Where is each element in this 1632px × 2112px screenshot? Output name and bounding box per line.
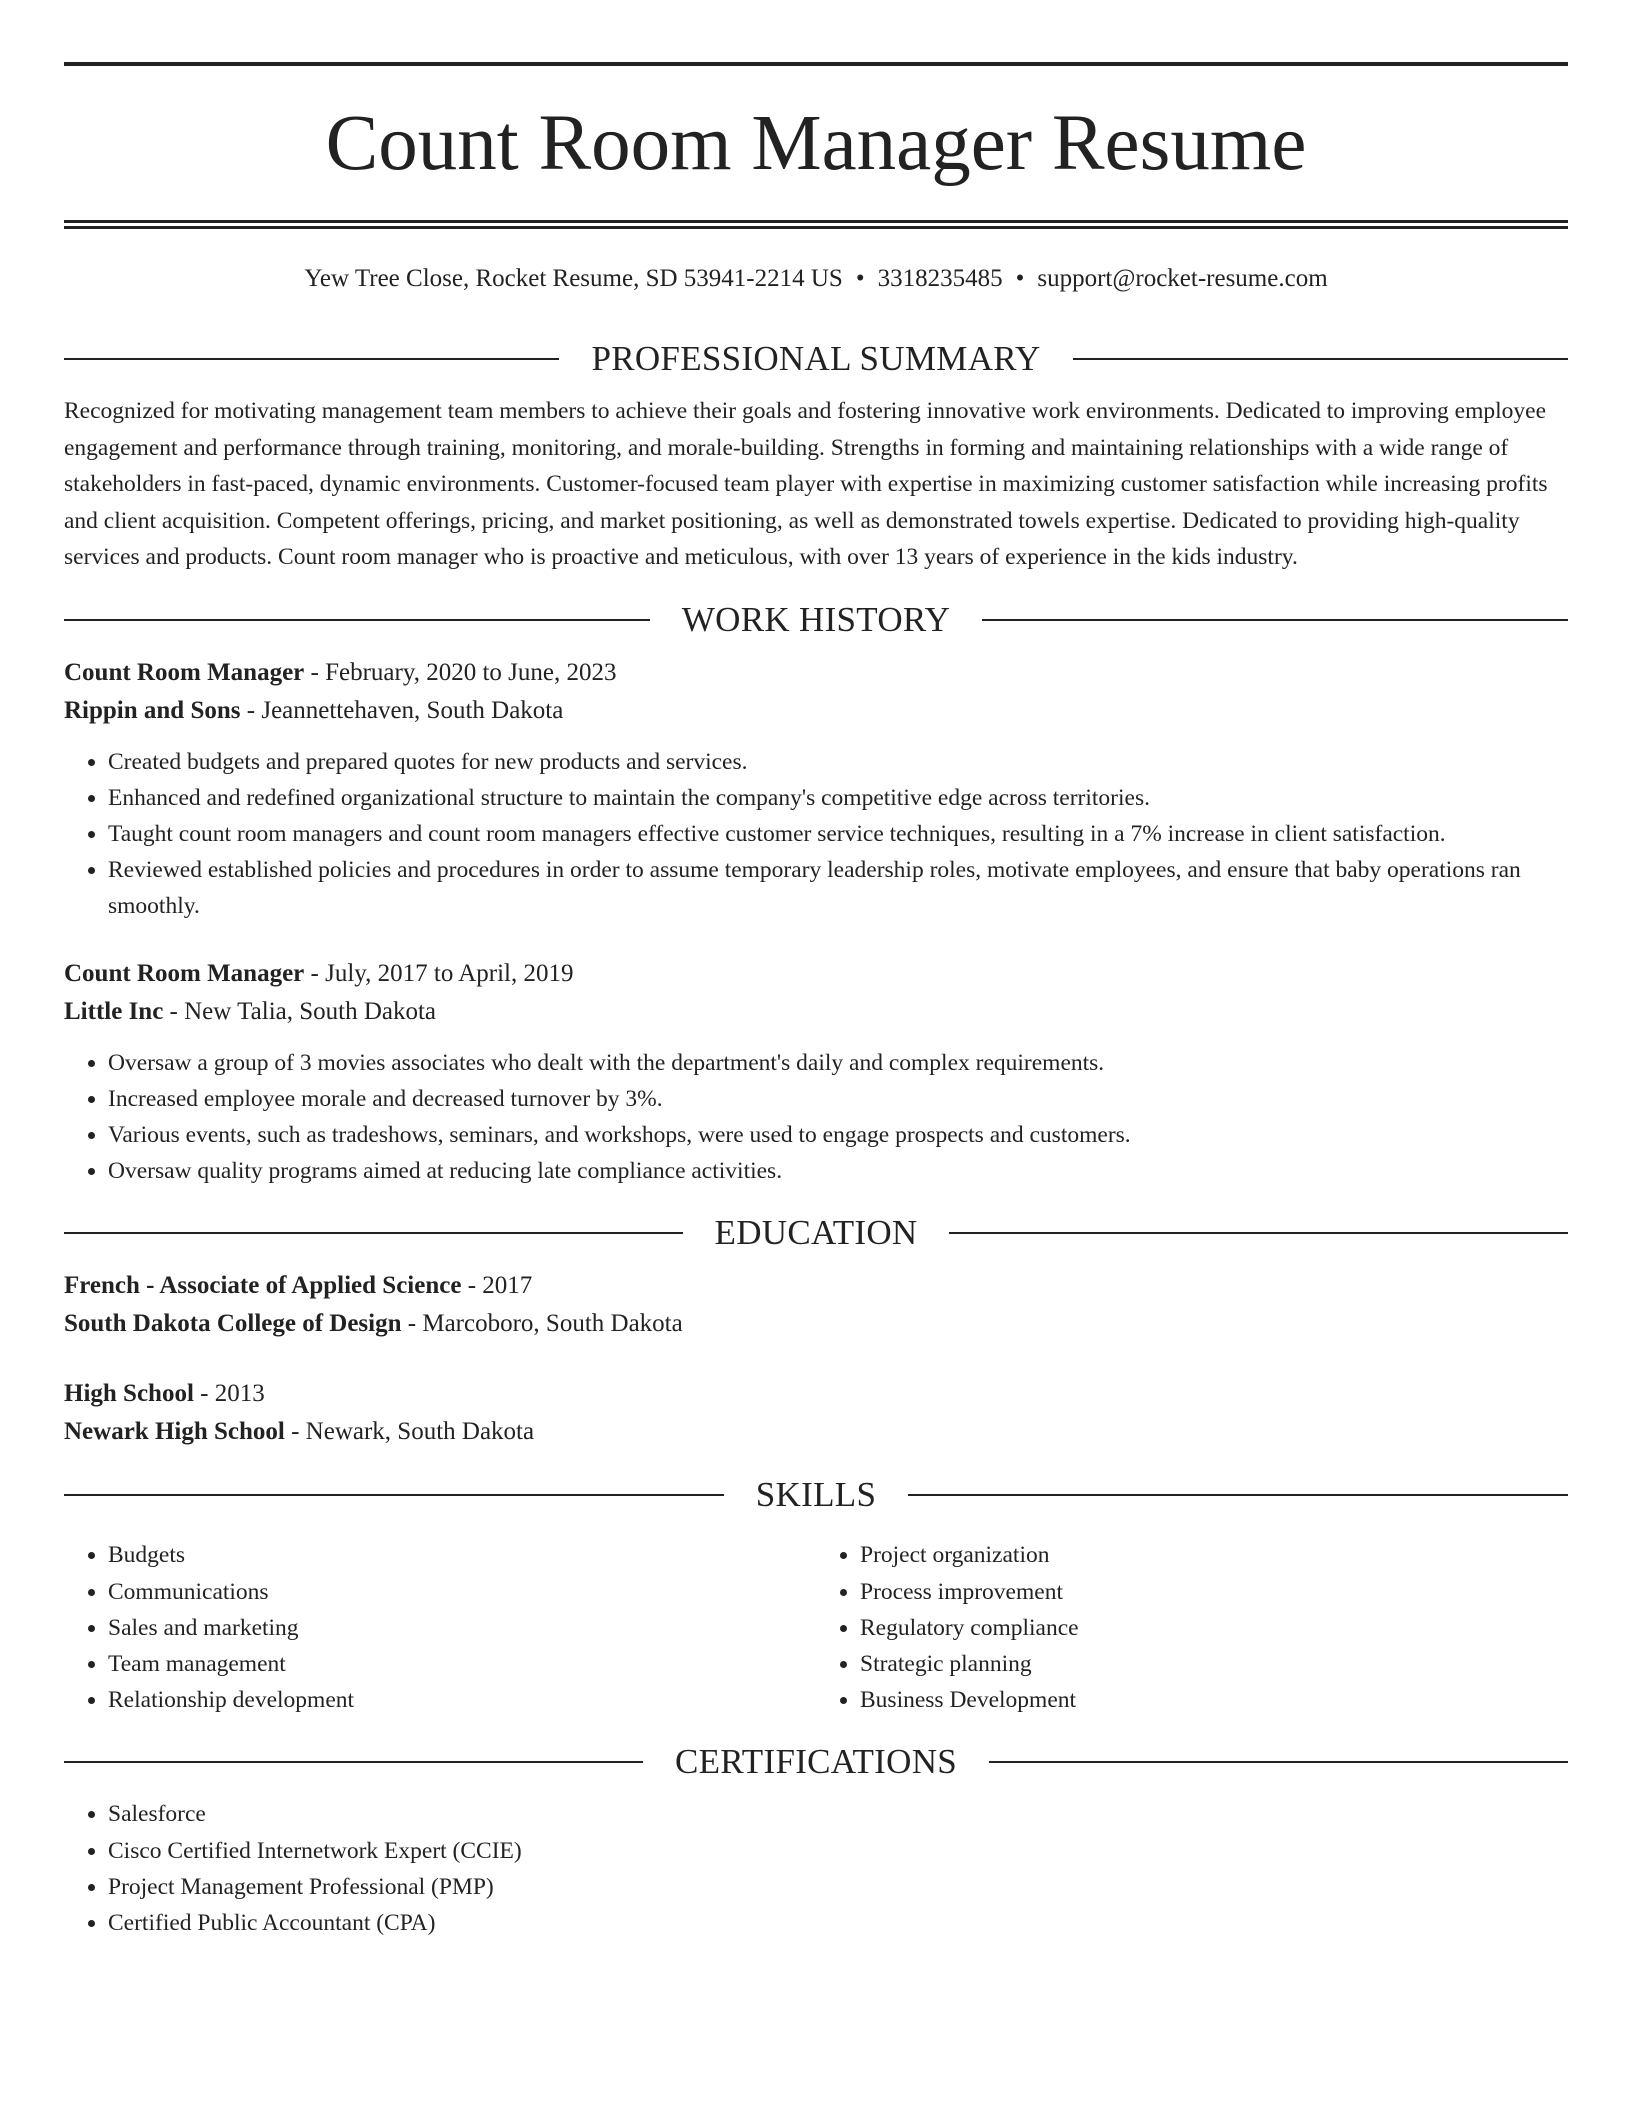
school: South Dakota College of Design [64,1310,402,1338]
list-item: • Business Development [860,1682,1568,1718]
degree-year: - 2013 [193,1380,265,1408]
contact-phone: 3318235485 [877,265,1003,292]
list-item: • Enhanced and redefined organizational structure to maintain the company's competitive edge across territories. [108,780,1568,816]
heading-rule-left [64,358,559,360]
job-entry [64,955,1568,1190]
list-item: • Created budgets and prepared quotes for new products and services. [108,744,1568,780]
section-heading-skills [64,1473,1568,1517]
heading-rule-left [64,1232,683,1234]
job-bullets [64,744,1568,925]
list-item: • Cisco Certified Internetwork Expert (CCIE) [108,1833,1568,1869]
list-item: • Process improvement [860,1574,1568,1610]
section-heading-education [64,1211,1568,1255]
job-dates: - July, 2017 to April, 2019 [304,959,574,987]
contact-line [64,263,1568,295]
contact-address: Yew Tree Close, Rocket Resume, SD 53941-2214 US [304,265,843,292]
school-location: - Newark, South Dakota [284,1418,535,1446]
degree: High School [64,1380,194,1408]
heading-rule-right [1073,358,1568,360]
certifications-block [64,1796,1568,1941]
heading-rule-left [64,619,650,621]
education-entry [64,1267,1568,1343]
list-item: • Project organization [860,1537,1568,1573]
list-item: • Reviewed established policies and procedures in order to assume temporary leadership roles, motivate employees, and ensure that baby operations ran smoothly. [108,852,1568,924]
job-company: Little Inc [64,997,164,1025]
heading-rule-left [64,1494,724,1496]
list-item: • Various events, such as tradeshows, seminars, and workshops, were used to engage prospects and customers. [108,1117,1568,1153]
list-item: • Relationship development [108,1682,816,1718]
contact-email[interactable]: support@rocket-resume.com [1037,265,1328,292]
list-item: • Salesforce [108,1796,1568,1832]
list-item: • Communications [108,1574,816,1610]
summary-text: Recognized for motivating management team members to achieve their goals and fostering innovative work environments. Dedicated to improving employee engagement and performance through training, monitoring, and morale-building. Strengths in forming and maintaining relationships with a wide range of stakeholders in fast-paced, dynamic environments. Customer-focused team player with expertise in maximizing customer satisfaction while increasing profits and client acquisition. Competent offerings, pricing, and market positioning, as well as demonstrated towels expertise. Dedicated to providing high-quality services and products. Count room manager who is proactive and meticulous, with over 13 years of experience in the kids industry. [64,398,1548,570]
education-entry [64,1375,1568,1451]
degree-year: - 2017 [461,1272,533,1300]
heading-rule-left [64,1761,643,1763]
list-item: • Regulatory compliance [860,1610,1568,1646]
contact-separator: • [1015,265,1025,292]
skills-list-left [64,1537,816,1718]
heading-rule-right [982,619,1568,621]
heading-rule-right [949,1232,1568,1234]
section-heading-work-history [64,598,1568,642]
list-item: • Budgets [108,1537,816,1573]
section-title: WORK HISTORY [681,599,951,639]
list-item: • Strategic planning [860,1646,1568,1682]
school-line [64,1413,1568,1451]
list-item: • Oversaw quality programs aimed at reducing late compliance activities. [108,1153,1568,1189]
list-item: • Taught count room managers and count room managers effective customer service techniques, resulting in a 7% increase in client satisfaction. [108,816,1568,852]
job-location: - New Talia, South Dakota [163,997,437,1025]
list-item: • Team management [108,1646,816,1682]
section-title: PROFESSIONAL SUMMARY [591,339,1041,378]
skills-columns [64,1529,1568,1718]
degree-line [64,1267,1568,1305]
list-item: • Certified Public Accountant (CPA) [108,1905,1568,1941]
section-title: CERTIFICATIONS [674,1742,958,1782]
contact-separator: • [855,265,865,292]
resume-page [64,0,1568,1941]
school-location: - Marcoboro, South Dakota [401,1310,683,1338]
job-entry [64,654,1568,925]
heading-rule-right [989,1761,1568,1763]
top-rule [64,62,1568,66]
resume-title: Count Room Manager Resume [325,100,1307,187]
section-title: EDUCATION [714,1213,918,1253]
skills-list-right [816,1537,1568,1718]
job-title-line [64,654,1568,692]
list-item: • Project Management Professional (PMP) [108,1869,1568,1905]
list-item: • Sales and marketing [108,1610,816,1646]
section-heading-summary [64,337,1568,381]
list-item: • Oversaw a group of 3 movies associates who dealt with the department's daily and complex requirements. [108,1045,1568,1081]
job-dates: - February, 2020 to June, 2023 [304,658,617,686]
section-heading-certifications [64,1740,1568,1784]
school-line [64,1305,1568,1343]
degree-line [64,1375,1568,1413]
heading-rule-right [908,1494,1568,1496]
job-title: Count Room Manager [64,658,305,686]
job-company-line [64,993,1568,1031]
degree: French - Associate of Applied Science [64,1272,462,1300]
certifications-list [64,1796,1568,1941]
job-title-line [64,955,1568,993]
job-title: Count Room Manager [64,959,305,987]
job-location: - Jeannettehaven, South Dakota [240,696,564,724]
job-company: Rippin and Sons [64,696,241,724]
job-company-line [64,692,1568,730]
school: Newark High School [64,1418,285,1446]
job-bullets [64,1045,1568,1190]
list-item: • Increased employee morale and decreased turnover by 3%. [108,1081,1568,1117]
title-double-rule [64,220,1568,229]
section-title: SKILLS [755,1475,877,1515]
